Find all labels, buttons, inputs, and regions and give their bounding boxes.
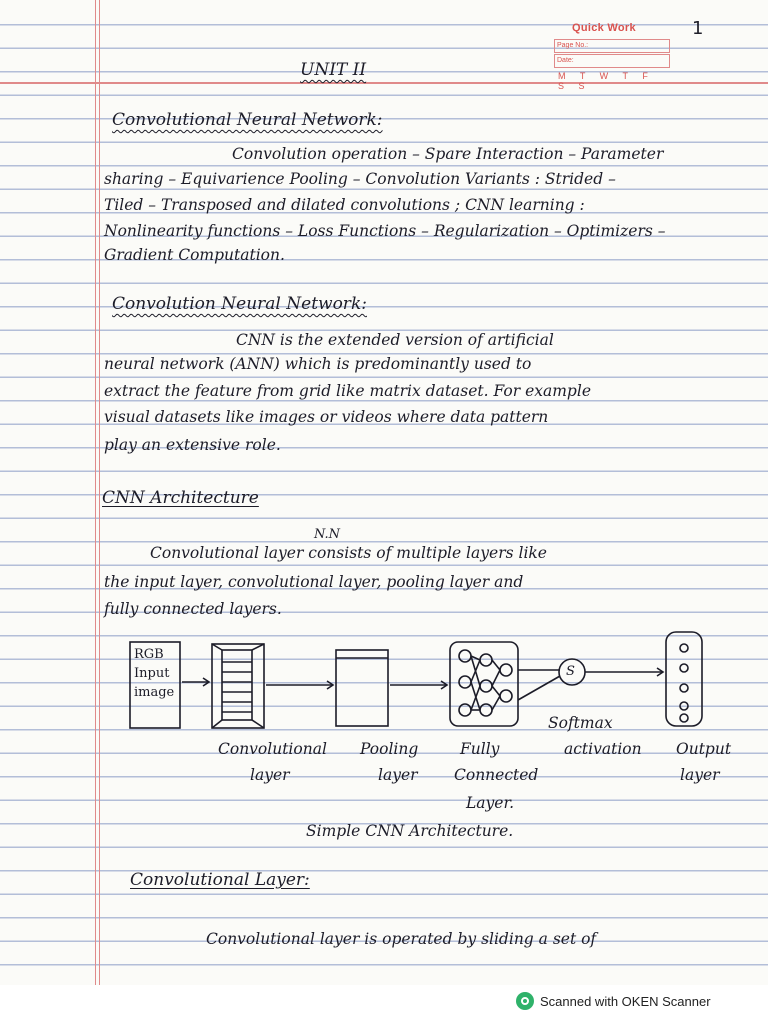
diagram-label: layer — [378, 766, 418, 784]
margin-line — [95, 0, 96, 985]
diagram-label: Output — [676, 740, 732, 758]
text-line: fully connected layers. — [104, 600, 282, 618]
text-line: the input layer, convolutional layer, pooling layer and — [104, 573, 524, 591]
section-heading: Convolution Neural Network: — [112, 294, 367, 314]
conv-layer-box — [212, 644, 264, 728]
page-header-box — [552, 22, 672, 91]
section-heading: Convolutional Neural Network: — [112, 110, 383, 130]
diagram-label: Convolutional — [218, 740, 327, 758]
diagram-label: layer — [250, 766, 290, 784]
text-line: extract the feature from grid like matrix dataset. For example — [104, 382, 591, 400]
input-label-line: image — [134, 685, 175, 700]
diagram-label: activation — [564, 740, 642, 758]
input-label-line: RGB — [134, 647, 164, 662]
diagram-label: layer — [680, 766, 720, 784]
conv-feature-map — [222, 650, 252, 720]
pooling-layer-box — [336, 650, 388, 726]
text-line: Convolutional layer consists of multiple layers like — [150, 544, 547, 562]
page-number: 1 — [692, 18, 704, 39]
diagram-label: Pooling — [360, 740, 419, 758]
scanner-logo-icon — [516, 992, 534, 1010]
text-line: Gradient Computation. — [104, 246, 285, 264]
diagram-label: Layer. — [466, 794, 515, 812]
text-line: Nonlinearity functions – Loss Functions – Regularization – Optimizers – — [104, 222, 666, 240]
scanner-watermark — [516, 990, 711, 1012]
diagram-label: Fully — [460, 740, 500, 758]
annotation: N.N — [314, 527, 341, 542]
text-line: neural network (ANN) which is predominantly used to — [104, 355, 532, 373]
diagram-caption: Simple CNN Architecture. — [306, 822, 514, 840]
unit-title: UNIT II — [300, 60, 367, 80]
text-line: Tiled – Transposed and dilated convolutions ; CNN learning : — [104, 196, 585, 214]
diagram-label: Softmax — [548, 714, 613, 732]
input-label-line: Input — [134, 666, 170, 681]
section-heading: CNN Architecture — [102, 488, 259, 508]
weekday-row: M T W T F S S — [558, 71, 654, 91]
date-field: Date: — [554, 54, 670, 68]
output-layer-box — [666, 632, 702, 726]
text-line: visual datasets like images or videos where data pattern — [104, 408, 549, 426]
text-line: Convolutional layer is operated by sliding a set of — [206, 930, 597, 948]
text-line: sharing – Equivarience Pooling – Convolution Variants : Strided – — [104, 170, 616, 188]
page-no-field: Page No.: — [554, 39, 670, 53]
margin-line — [99, 0, 100, 985]
section-heading: Convolutional Layer: — [130, 870, 310, 890]
brand-label: Quick Work — [572, 22, 636, 34]
text-line: play an extensive role. — [104, 436, 281, 454]
text-line: CNN is the extended version of artificial — [236, 331, 554, 349]
scanner-watermark-text: Scanned with OKEN Scanner — [540, 993, 711, 1009]
softmax-node-label: S — [566, 664, 575, 679]
diagram-label: Connected — [454, 766, 539, 784]
text-line: Convolution operation – Spare Interaction – Parameter — [232, 145, 664, 163]
